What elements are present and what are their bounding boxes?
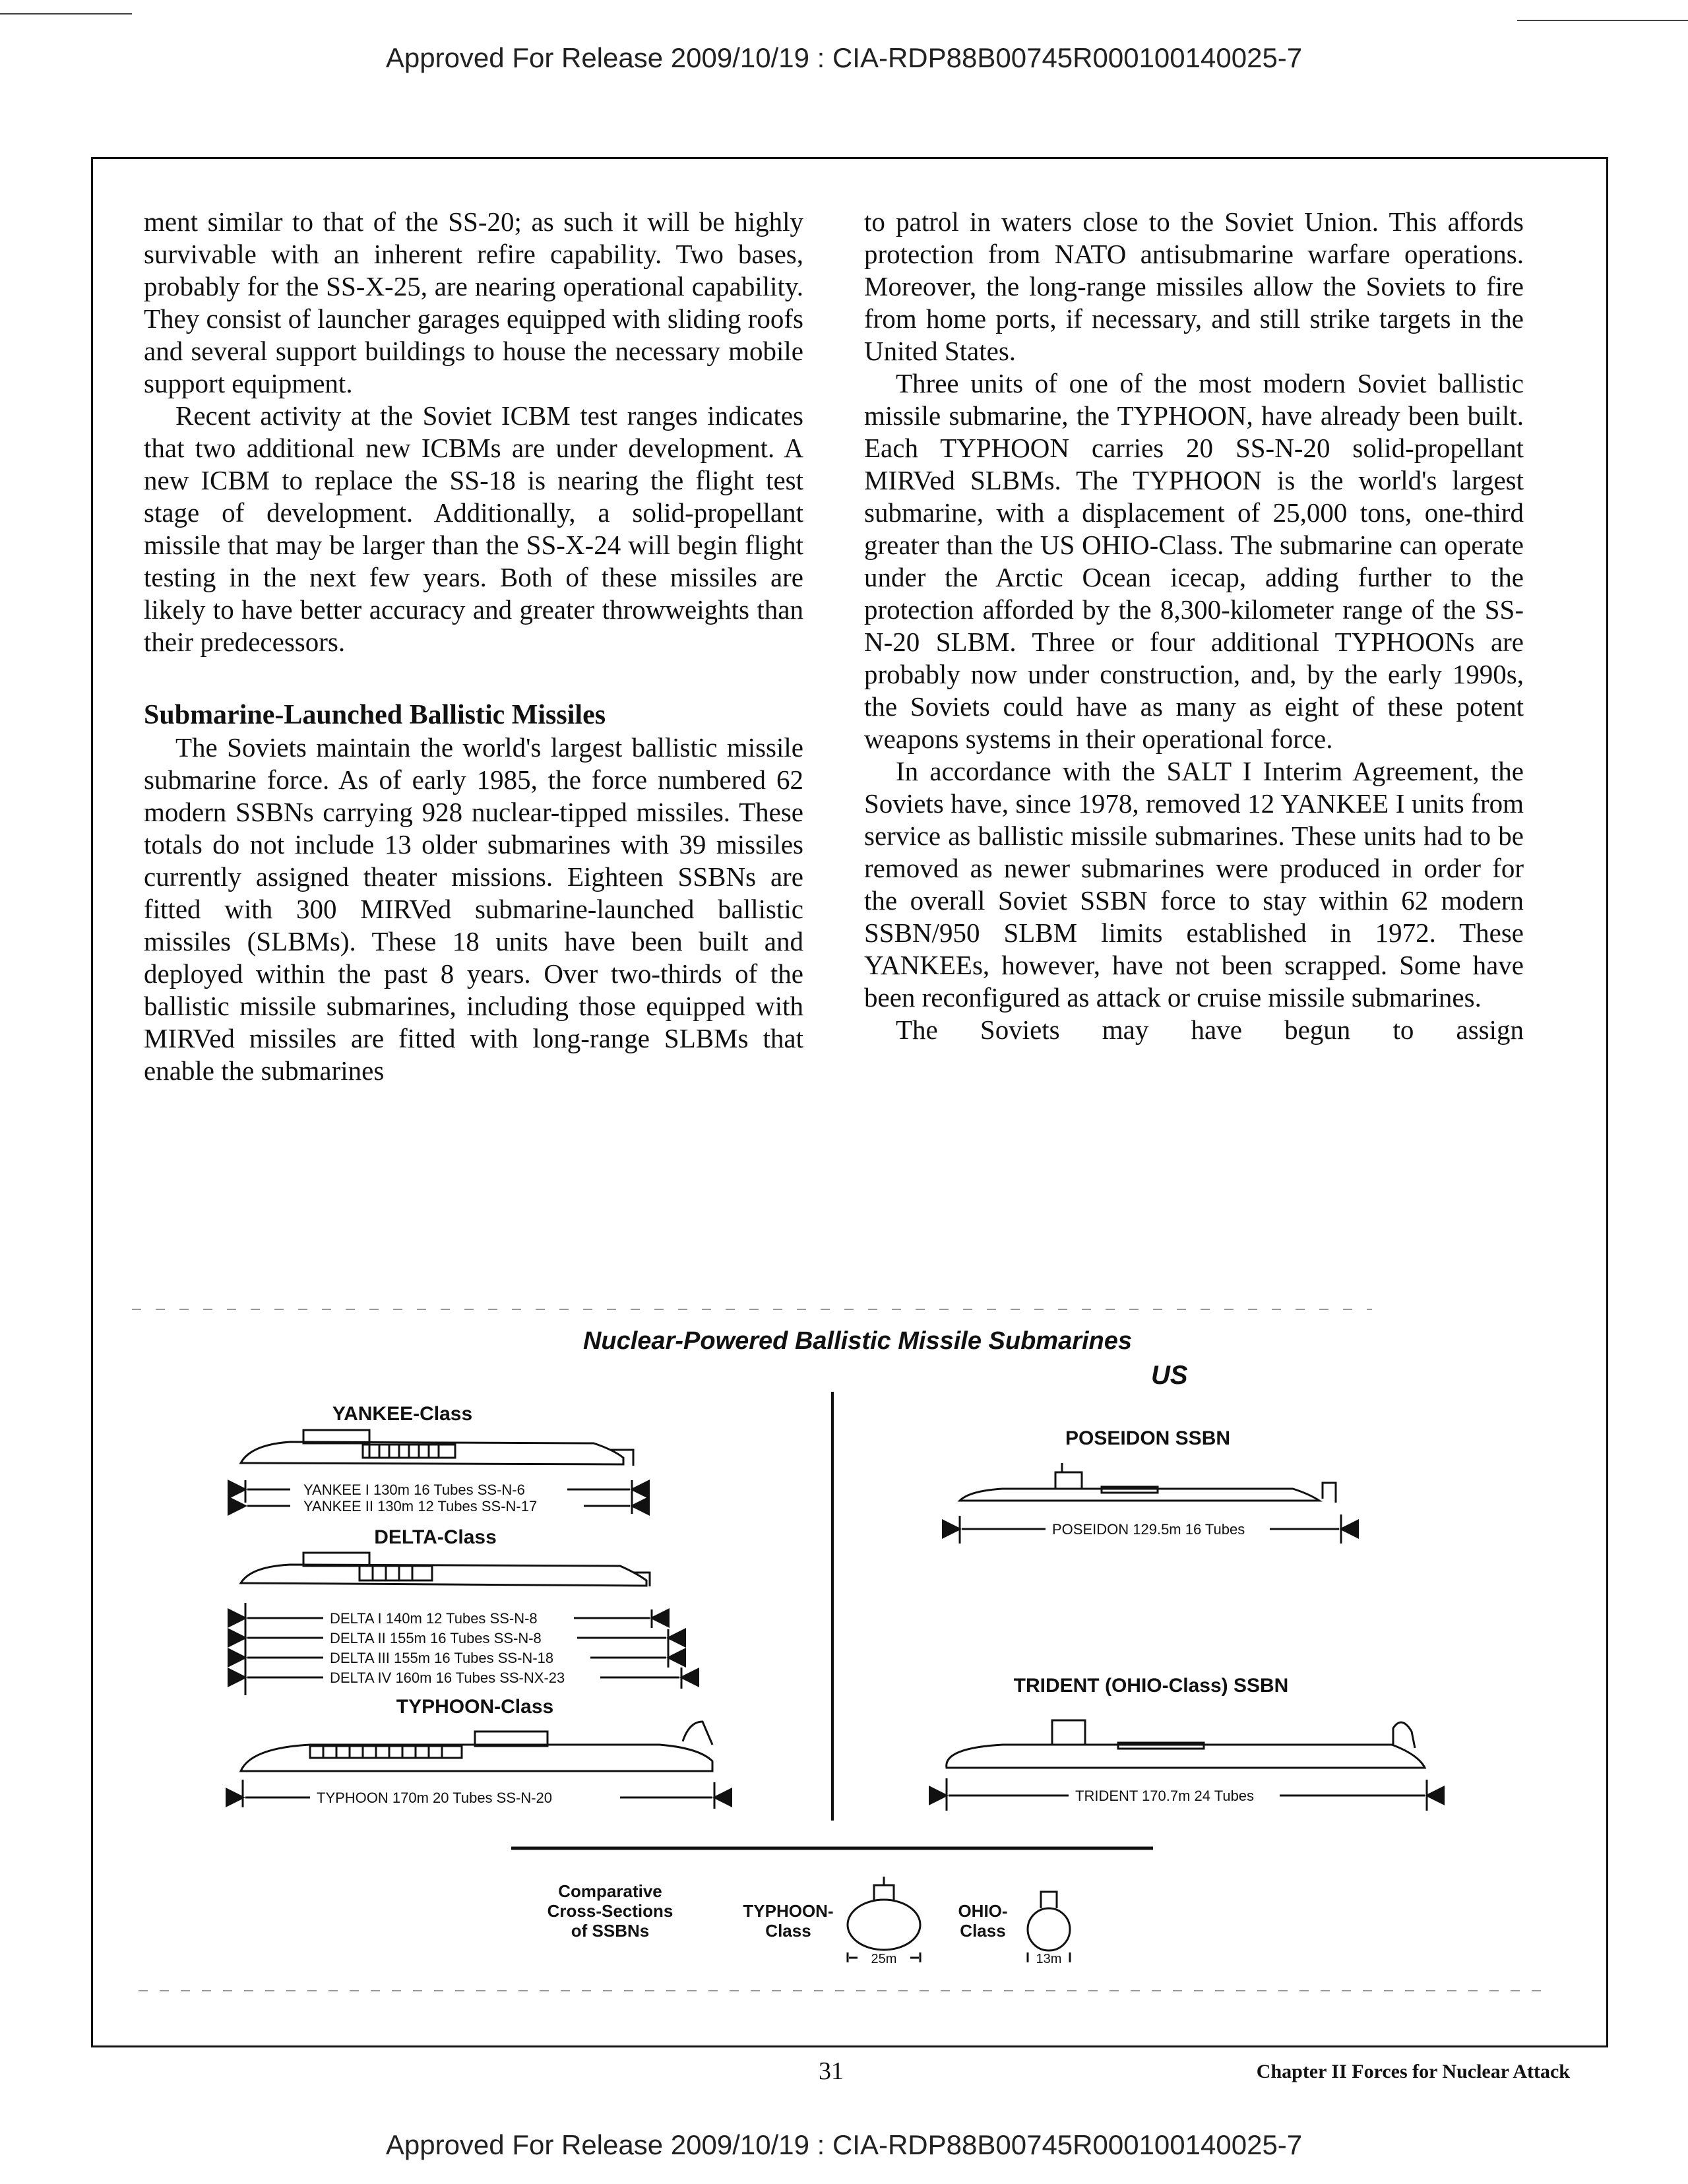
left-paragraph-2: Recent activity at the Soviet ICBM test ranges indicates that two additional new ICBMs are under development. A new ICBM to replace the SS-18 is nearing the flight test stage of development. Additionally, a solid-propellant missile that may be larger than the SS-X-24 will begin flight testing in the next few years. Both of these missiles are likely to have better accuracy and greater throwweights than their predecessors. bbox=[144, 400, 803, 657]
chapter-footer: Chapter II Forces for Nuclear Attack bbox=[1256, 2061, 1570, 2082]
typhoon-submarine-profile bbox=[241, 1722, 712, 1771]
svg-text:TRIDENT 170.7m 24 Tubes: TRIDENT 170.7m 24 Tubes bbox=[1075, 1788, 1255, 1804]
trident-submarine-profile bbox=[947, 1720, 1425, 1768]
typhoon-cross-section-width: 25m bbox=[871, 1952, 897, 1966]
delta-variant-row bbox=[247, 1668, 681, 1689]
svg-text:DELTA II 155m 16 Tubes SS-N-8: DELTA II 155m 16 Tubes SS-N-8 bbox=[330, 1630, 542, 1646]
cross-section-caption bbox=[547, 1881, 673, 1941]
delta-class-label: DELTA-Class bbox=[374, 1526, 497, 1548]
typhoon-variant-row bbox=[243, 1780, 714, 1809]
svg-text:YANKEE I 130m 16 Tubes SS-N-6: YANKEE I 130m 16 Tubes SS-N-6 bbox=[303, 1482, 525, 1498]
figure-title: Nuclear-Powered Ballistic Missile Submarines bbox=[582, 1327, 1133, 1355]
left-paragraph-3: The Soviets maintain the world's largest ballistic missile submarine force. As of early 1985, the force numbered 62 modern SSBNs carrying 928 nuclear-tipped missiles. These totals do not include 13 older submarines with 39 missiles currently assigned theater missions. Eighteen SSBNs are fitted with 300 MIRVed submarine-launched ballistic missiles (SLBMs). These 18 units have been built and deployed within the past 8 years. Over two-thirds of the ballistic missile submarines, including those equipped with MIRVed missiles are fitted with long-range SLBMs that enable the submarines bbox=[144, 732, 803, 1086]
trident-class-label: TRIDENT (OHIO-Class) SSBN bbox=[1013, 1675, 1289, 1697]
trident-variant-row bbox=[947, 1778, 1427, 1811]
svg-text:Comparative: Comparative bbox=[558, 1881, 662, 1901]
typhoon-cross-section-shape bbox=[848, 1877, 920, 1962]
svg-text:Class: Class bbox=[765, 1921, 811, 1941]
release-stamp-top: Approved For Release 2009/10/19 : CIA-RDP88B00745R000100140025-7 bbox=[385, 42, 1303, 73]
right-paragraph-2: Three units of one of the most modern Soviet ballistic missile submarine, the TYPHOON, have already been built. Each TYPHOON carries 20 SS-N-20 solid-propellant MIRVed SLBMs. The TYPHOON is the world's largest submarine, with a displacement of 25,000 tons, one-third greater than the US OHIO-Class. The submarine can operate under the Arctic Ocean icecap, adding further to the protection afforded by the 8,300-kilometer range of the SS-N-20 SLBM. Three or four additional TYPHOONs are probably now under construction, and, by the early 1990s, the Soviets could have as many as eight of these potent weapons systems in their operational force. bbox=[864, 368, 1524, 754]
svg-text:DELTA IV 160m 16 Tubes SS-NX-2: DELTA IV 160m 16 Tubes SS-NX-23 bbox=[330, 1669, 565, 1686]
right-paragraph-3: In accordance with the SALT I Interim Agreement, the Soviets have, since 1978, removed 12 YANKEE I units from service as ballistic missile submarines. These units had to be removed as newer submarines were produced in order for the overall Soviet SSBN force to stay within 62 modern SSBN/950 SLBM limits established in 1972. These YANKEEs, however, have not been scrapped. Some have been reconfigured as attack or cruise missile submarines. bbox=[864, 756, 1524, 1013]
svg-text:DELTA III 155m 16 Tubes SS-N-1: DELTA III 155m 16 Tubes SS-N-18 bbox=[330, 1650, 554, 1666]
svg-text:TYPHOON-: TYPHOON- bbox=[743, 1901, 834, 1921]
yankee-submarine-profile bbox=[241, 1430, 633, 1466]
poseidon-submarine-profile bbox=[960, 1463, 1336, 1503]
svg-text:of SSBNs: of SSBNs bbox=[571, 1921, 650, 1941]
svg-text:DELTA I 140m 12 Tubes SS-N-8: DELTA I 140m 12 Tubes SS-N-8 bbox=[330, 1610, 538, 1627]
release-stamp-bottom: Approved For Release 2009/10/19 : CIA-RDP88B00745R000100140025-7 bbox=[385, 2129, 1303, 2160]
poseidon-class-label: POSEIDON SSBN bbox=[1065, 1427, 1231, 1449]
us-label: US bbox=[1151, 1361, 1188, 1390]
yankee-class-label: YANKEE-Class bbox=[332, 1403, 473, 1425]
svg-text:Cross-Sections: Cross-Sections bbox=[547, 1901, 673, 1921]
svg-text:POSEIDON 129.5m 16 Tubes: POSEIDON 129.5m 16 Tubes bbox=[1052, 1521, 1245, 1538]
typhoon-class-label: TYPHOON-Class bbox=[396, 1696, 554, 1718]
svg-text:OHIO-: OHIO- bbox=[958, 1901, 1008, 1921]
delta-variant-row bbox=[247, 1650, 666, 1666]
ohio-cross-section-width: 13m bbox=[1036, 1952, 1062, 1966]
page-number: 31 bbox=[819, 2057, 844, 2085]
ohio-cross-section-label bbox=[958, 1901, 1007, 1941]
delta-submarine-profile bbox=[241, 1553, 650, 1586]
svg-text:YANKEE II 130m 12 Tubes SS-N-1: YANKEE II 130m 12 Tubes SS-N-17 bbox=[303, 1498, 538, 1514]
left-paragraph-1: ment similar to that of the SS-20; as such it will be highly survivable with an inherent refire capability. Two bases, probably for the SS-X-25, are nearing operational capability. They consist of launcher garages equipped with sliding roofs and several support buildings to house the necessary mobile support equipment. bbox=[144, 206, 803, 398]
poseidon-variant-row bbox=[960, 1514, 1341, 1544]
right-paragraph-1: to patrol in waters close to the Soviet Union. This affords protection from NATO antisubmarine warfare operations. Moreover, the long-range missiles allow the Soviets to fire from home ports, if necessary, and still strike targets in the United States. bbox=[864, 206, 1524, 366]
right-paragraph-4: The Soviets may have begun to assign bbox=[896, 1014, 1524, 1045]
svg-text:TYPHOON 170m 20 Tubes SS-N-20: TYPHOON 170m 20 Tubes SS-N-20 bbox=[317, 1790, 553, 1806]
delta-variant-row bbox=[247, 1609, 652, 1628]
yankee-variant-row bbox=[247, 1498, 630, 1514]
typhoon-cross-section-label bbox=[743, 1901, 833, 1941]
svg-text:Class: Class bbox=[960, 1921, 1006, 1941]
section-heading-slbm: Submarine-Launched Ballistic Missiles bbox=[144, 700, 606, 730]
